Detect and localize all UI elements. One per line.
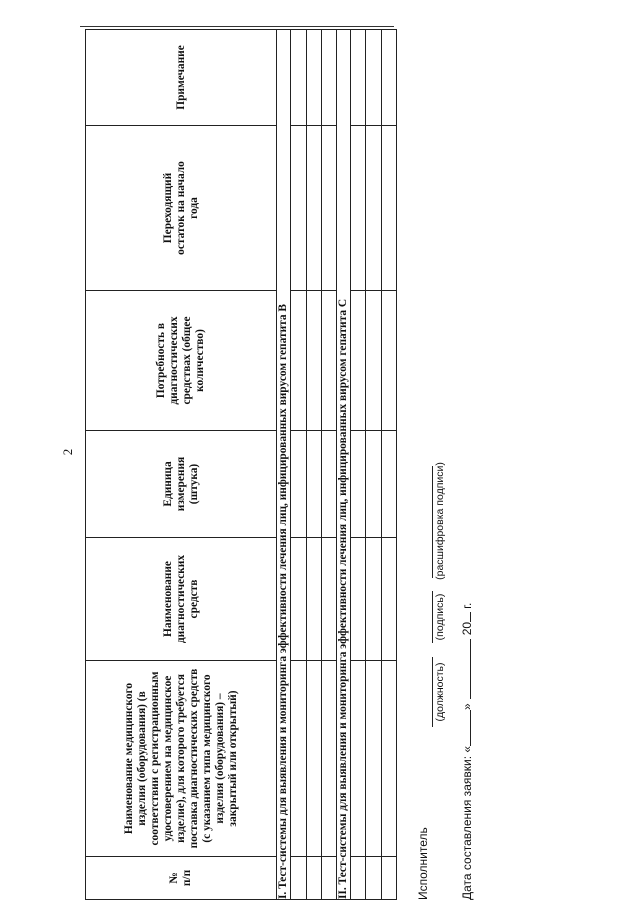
page-number: 2 xyxy=(60,448,75,456)
day-blank xyxy=(470,710,471,746)
date-suffix: г. xyxy=(460,602,474,609)
table-row xyxy=(351,30,366,900)
table-row xyxy=(321,30,336,900)
section-1-row xyxy=(277,30,291,900)
header-unit: Единица измерения (штука) xyxy=(86,431,277,538)
signature-line xyxy=(432,591,433,643)
section-2-row xyxy=(336,30,350,900)
header-num: № п/п xyxy=(86,857,277,900)
date-line xyxy=(458,603,476,900)
header-note: Примечание xyxy=(86,30,277,126)
table-row xyxy=(291,30,306,900)
executor-label: Исполнитель xyxy=(416,827,430,900)
table-row xyxy=(366,30,381,900)
header-diag-name: Наименование диагностических средств xyxy=(86,538,277,661)
date-label: Дата составления заявки: « xyxy=(460,745,474,900)
year-blank xyxy=(470,612,471,622)
date-year: 20 xyxy=(460,621,474,636)
position-caption: (должность) xyxy=(434,662,446,722)
table-row xyxy=(381,30,396,900)
decoding-line xyxy=(432,466,433,578)
header-need: Потребность в диагностических средствах (общее количество) xyxy=(86,291,277,431)
header-device: Наименование медицинского изделия (оборудования) (в соответствии с регистрационным удостоверением на медицинское изделие), для которого требуется поставка диагностических средств (с указанием типа медицинского изделия (оборудования) – закрытый или открытый) xyxy=(86,661,277,857)
signature-caption: (подпись) xyxy=(434,593,446,641)
section-2-title: II. Тест-системы для выявления и мониторинга эффективности лечения лиц, инфицированных вирусом гепатита С xyxy=(336,30,350,900)
decoding-caption: (расшифровка подписи) xyxy=(434,462,446,580)
date-mid: » xyxy=(460,703,474,710)
position-line xyxy=(432,657,433,727)
month-blank xyxy=(470,639,471,699)
section-1-title: I. Тест-системы для выявления и мониторинга эффективности лечения лиц, инфицированных вирусом гепатита В xyxy=(277,30,291,900)
request-table xyxy=(85,29,397,900)
table-header-row xyxy=(86,30,277,900)
table-row xyxy=(306,30,321,900)
header-carryover: Переходящий остаток на начало года xyxy=(86,126,277,291)
